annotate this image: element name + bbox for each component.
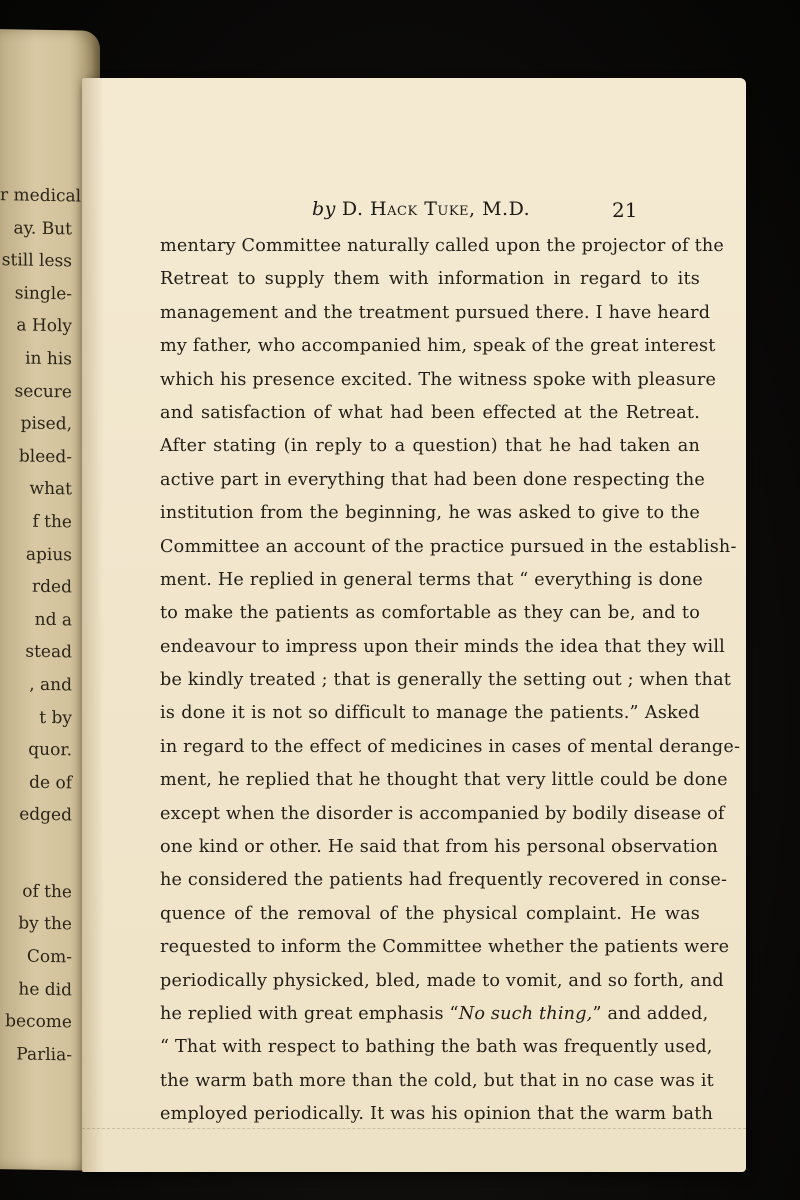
- text-line: to make the patients as comfortable as they can be, and to: [160, 603, 700, 624]
- left-line: apius: [25, 544, 72, 565]
- text-segment: he replied with great emphasis “: [160, 1003, 459, 1024]
- running-head: [312, 198, 530, 220]
- text-line: which his presence excited. The witness spoke with pleasure: [160, 369, 717, 390]
- left-gap: [0, 831, 72, 876]
- text-line: except when the disorder is accompanied by bodily disease of: [160, 803, 725, 824]
- left-line: pised,: [20, 413, 72, 435]
- left-line: single-: [14, 283, 72, 305]
- body-text: [160, 230, 741, 1132]
- left-line: he did: [18, 979, 72, 1001]
- text-line: the warm bath more than the cold, but that in no case was it: [160, 1070, 714, 1091]
- left-line: rded: [32, 576, 72, 598]
- left-line: ay. But: [13, 217, 72, 239]
- text-line: employed periodically. It was his opinion that the warm bath: [160, 1104, 714, 1125]
- left-line: nd a: [34, 609, 72, 631]
- text-line: “ That with respect to bathing the bath was frequently used,: [160, 1037, 713, 1058]
- left-line: t by: [39, 707, 72, 728]
- text-line: Committee an account of the practice pursued in the establish-: [160, 536, 737, 557]
- text-line: requested to inform the Committee whether the patients were: [160, 937, 730, 958]
- text-line: be kindly treated ; that is generally the setting out ; when that: [160, 670, 732, 691]
- text-line-with-italic: [160, 998, 709, 1031]
- text-line: ment. He replied in general terms that “ everything is done: [160, 569, 704, 590]
- running-head-author: D. Hack Tuke, M.D.: [341, 198, 531, 220]
- text-line: After stating (in reply to a question) that he had taken an: [160, 436, 700, 457]
- left-line: r medical: [0, 185, 82, 207]
- text-line: ment, he replied that he thought that very little could be done: [160, 770, 728, 791]
- text-line: institution from the beginning, he was asked to give to the: [160, 503, 700, 524]
- text-segment: ” and added,: [592, 1003, 709, 1024]
- left-line: stead: [25, 641, 72, 663]
- text-line: one kind or other. He said that from his personal observation: [160, 837, 719, 858]
- left-line: in his: [25, 348, 72, 370]
- text-line: endeavour to impress upon their minds the idea that they will: [160, 636, 725, 657]
- left-line: Parlia-: [16, 1044, 72, 1066]
- left-line: a Holy: [16, 315, 72, 337]
- left-line: bleed-: [18, 446, 72, 468]
- left-line: de of: [29, 772, 72, 794]
- text-line: in regard to the effect of medicines in cases of mental derange-: [160, 736, 741, 757]
- text-line: periodically physicked, bled, made to vomit, and so forth, and: [160, 970, 724, 991]
- previous-page-text: [0, 179, 90, 1072]
- text-line: and satisfaction of what had been effected at the Retreat.: [160, 402, 700, 423]
- text-line: he considered the patients had frequently recovered in conse-: [160, 870, 728, 891]
- left-line: by the: [18, 913, 72, 935]
- left-line: become: [5, 1011, 72, 1033]
- page-bottom-mark: [82, 1128, 746, 1133]
- page-number: 21: [612, 198, 638, 222]
- left-line: edged: [19, 804, 72, 826]
- text-line: is done it is not so difficult to manage the patients.” Asked: [160, 703, 700, 724]
- text-line: my father, who accompanied him, speak of the great interest: [160, 336, 716, 357]
- left-line: what: [29, 478, 72, 500]
- left-line: Com-: [26, 946, 72, 968]
- text-line: quence of the removal of the physical complaint. He was: [160, 903, 700, 924]
- running-head-by: by: [312, 198, 336, 220]
- italic-phrase: No such thing,: [458, 1003, 593, 1024]
- text-line: active part in everything that had been done respecting the: [160, 469, 705, 490]
- text-line: management and the treatment pursued there. I have heard: [160, 302, 711, 323]
- text-line: Retreat to supply them with information in regard to its: [160, 269, 700, 290]
- left-line: , and: [29, 674, 72, 696]
- left-line: still less: [1, 250, 72, 272]
- left-line: of the: [22, 881, 72, 903]
- text-line: mentary Committee naturally called upon the projector of the: [160, 236, 724, 256]
- left-line: secure: [14, 380, 72, 402]
- left-line: quor.: [28, 739, 72, 761]
- book-page: [82, 78, 746, 1172]
- left-line: f the: [32, 511, 72, 533]
